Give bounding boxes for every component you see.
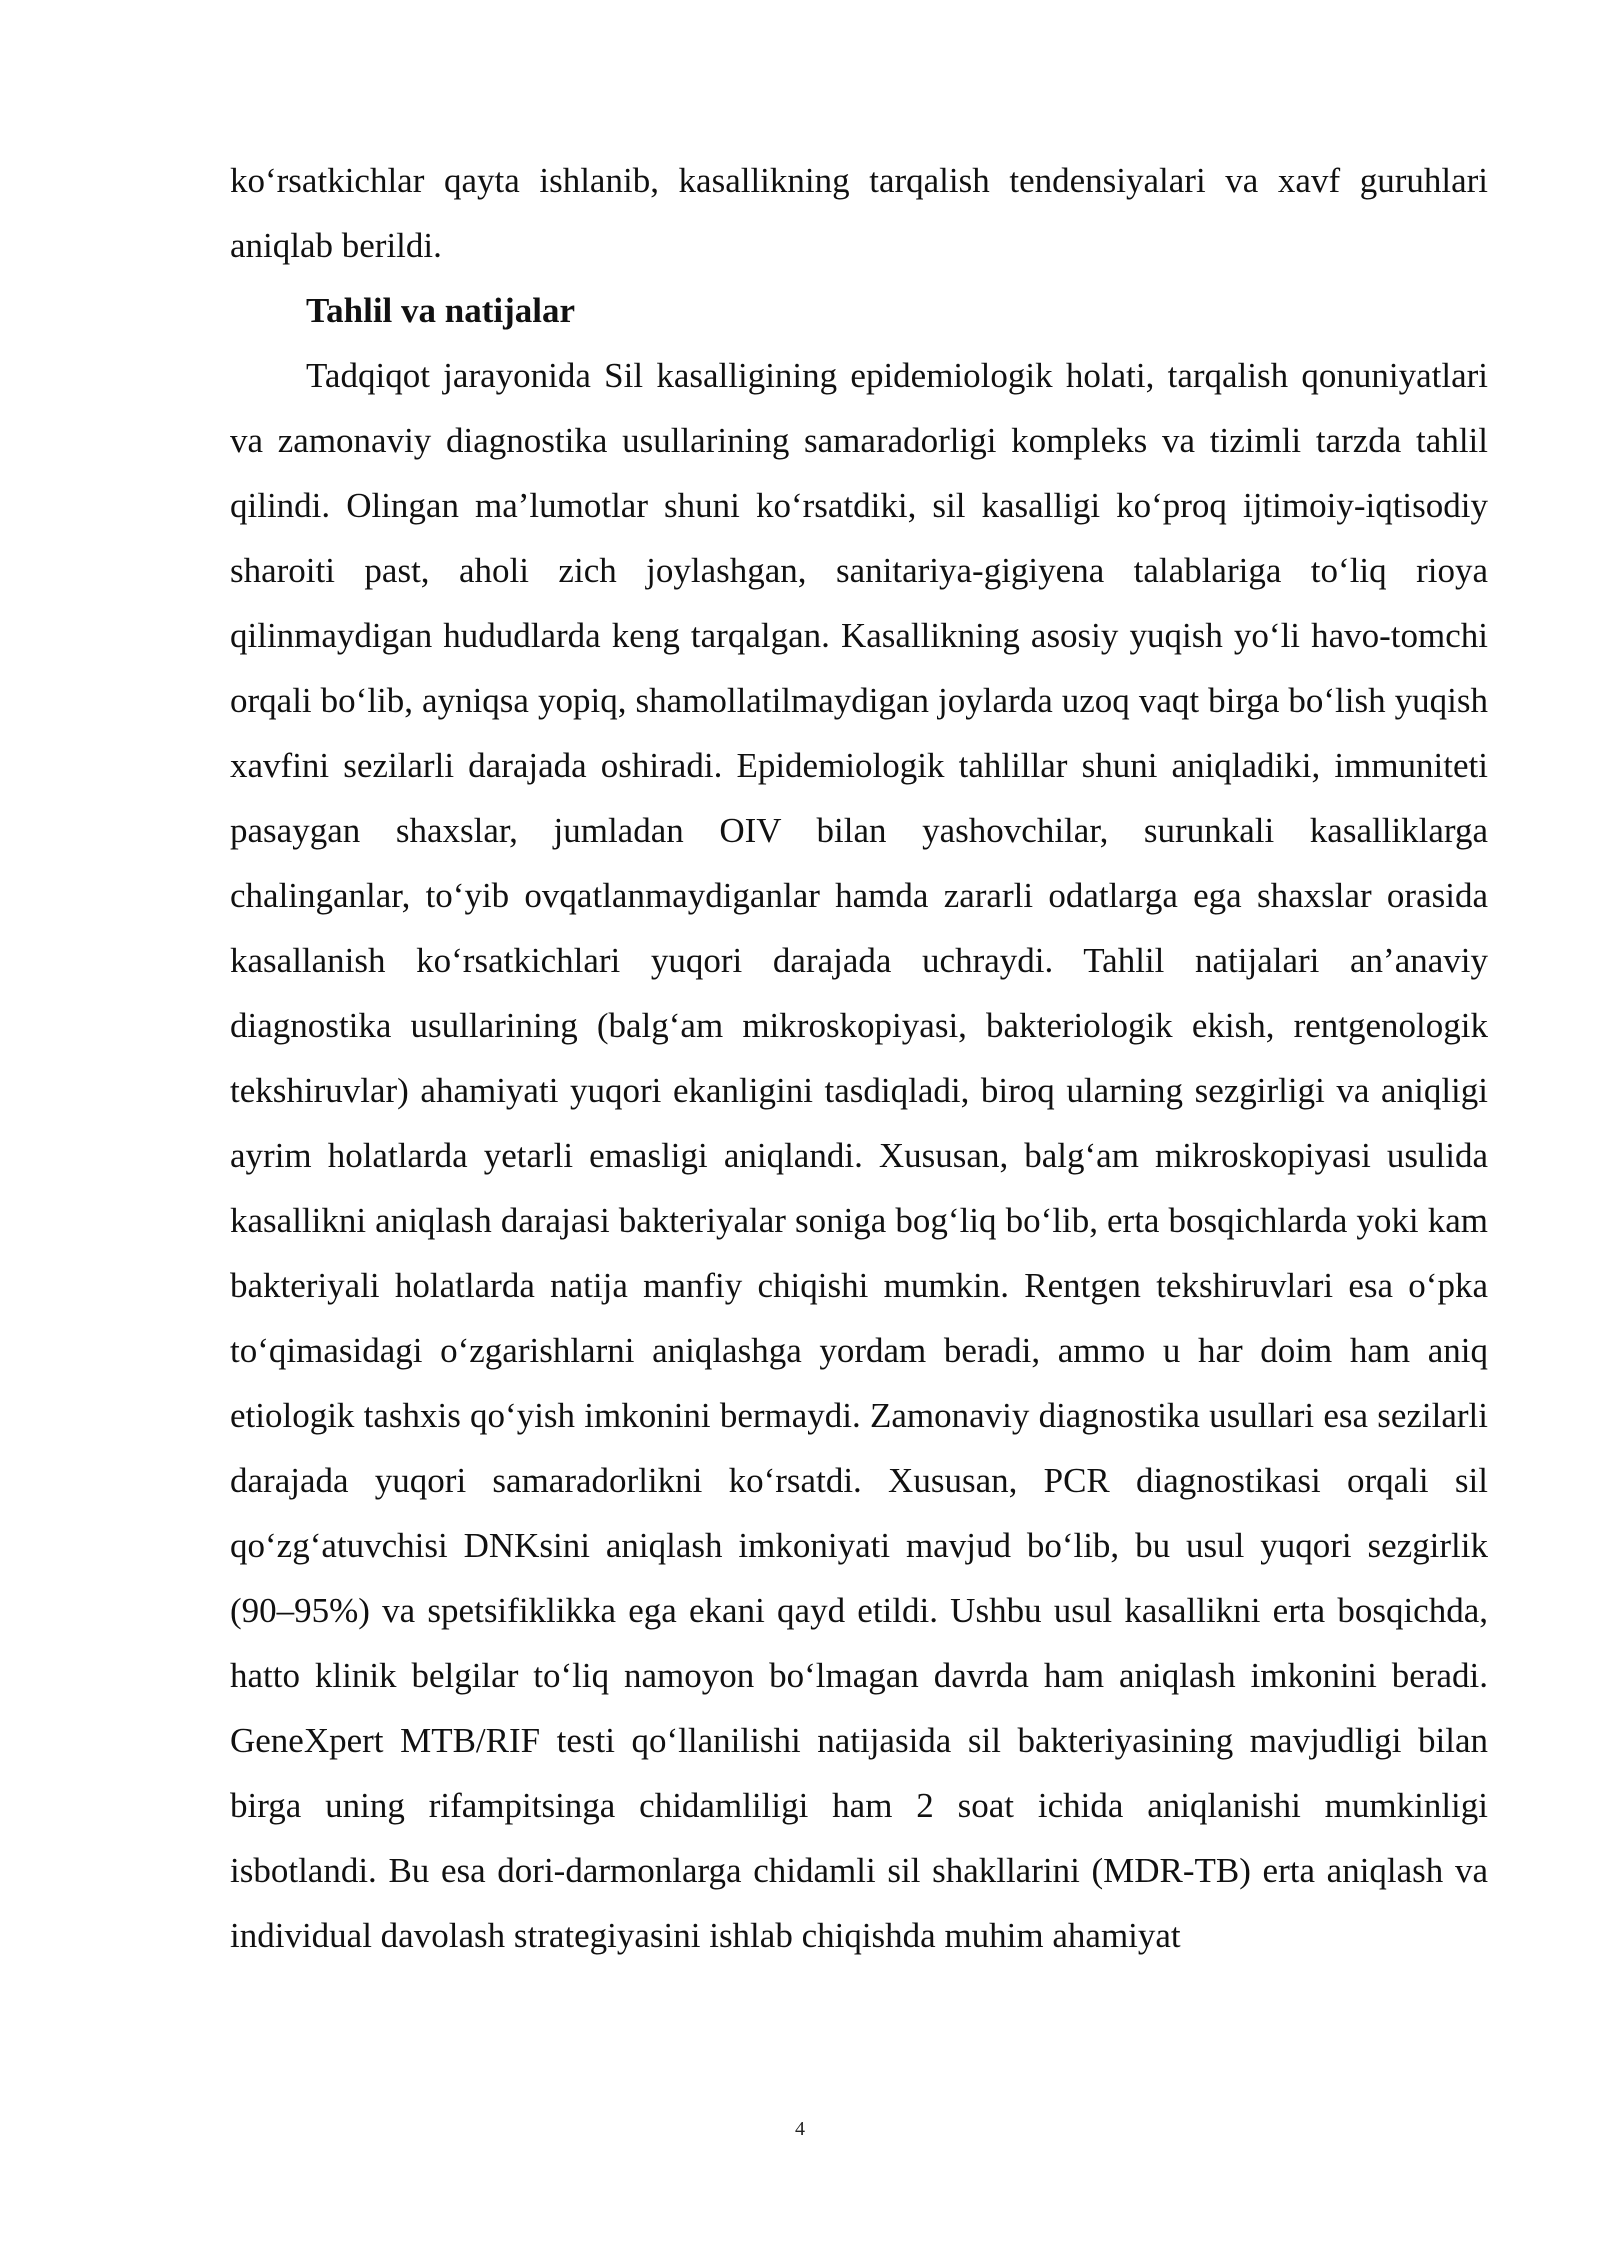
continuation-paragraph: ko‘rsatkichlar qayta ishlanib, kasallikning tarqalish tendensiyalari va xavf guruhlari aniqlab berildi. bbox=[230, 161, 1488, 265]
page-body-text bbox=[230, 148, 1488, 1968]
body-paragraph: Tadqiqot jarayonida Sil kasalligining epidemiologik holati, tarqalish qonuniyatlari va zamonaviy diagnostika usullarining samaradorligi kompleks va tizimli tarzda tahlil qilindi. Olingan ma’lumotlar shuni ko‘rsatdiki, sil kasalligi ko‘proq ijtimoiy-iqtisodiy sharoiti past, aholi zich joylashgan, sanitariya-gigiyena talablariga to‘liq rioya qilinmaydigan hududlarda keng tarqalgan. Kasallikning asosiy yuqish yo‘li havo-tomchi orqali bo‘lib, ayniqsa yopiq, shamollatilmaydigan joylarda uzoq vaqt birga bo‘lish yuqish xavfini sezilarli darajada oshiradi. Epidemiologik tahlillar shuni aniqladiki, immuniteti pasaygan shaxslar, jumladan OIV bilan yashovchilar, surunkali kasalliklarga chalinganlar, to‘yib ovqatlanmaydiganlar hamda zararli odatlarga ega shaxslar orasida kasallanish ko‘rsatkichlari yuqori darajada uchraydi. Tahlil natijalari an’anaviy diagnostika usullarining (balg‘am mikroskopiyasi, bakteriologik ekish, rentgenologik tekshiruvlar) ahamiyati yuqori ekanligini tasdiqladi, biroq ularning sezgirligi va aniqligi ayrim holatlarda yetarli emasligi aniqlandi. Xususan, balg‘am mikroskopiyasi usulida kasallikni aniqlash darajasi bakteriyalar soniga bog‘liq bo‘lib, erta bosqichlarda yoki kam bakteriyali holatlarda natija manfiy chiqishi mumkin. Rentgen tekshiruvlari esa o‘pka to‘qimasidagi o‘zgarishlarni aniqlashga yordam beradi, ammo u har doim ham aniq etiologik tashxis qo‘yish imkonini bermaydi. Zamonaviy diagnostika usullari esa sezilarli darajada yuqori samaradorlikni ko‘rsatdi. Xususan, PCR diagnostikasi orqali sil qo‘zg‘atuvchisi DNKsini aniqlash imkoniyati mavjud bo‘lib, bu usul yuqori sezgirlik (90–95%) va spetsifiklikka ega ekani qayd etildi. Ushbu usul kasallikni erta bosqichda, hatto klinik belgilar to‘liq namoyon bo‘lmagan davrda ham aniqlash imkonini beradi. GeneXpert MTB/RIF testi qo‘llanilishi natijasida sil bakteriyasining mavjudligi bilan birga uning rifampitsinga chidamliligi ham 2 soat ichida aniqlanishi mumkinligi isbotlandi. Bu esa dori-darmonlarga chidamli sil shakllarini (MDR-TB) erta aniqlash va individual davolash strategiyasini ishlab chiqishda muhim ahamiyat bbox=[230, 356, 1488, 1955]
page-number: 4 bbox=[795, 2118, 805, 2140]
section-heading: Tahlil va natijalar bbox=[306, 291, 576, 330]
